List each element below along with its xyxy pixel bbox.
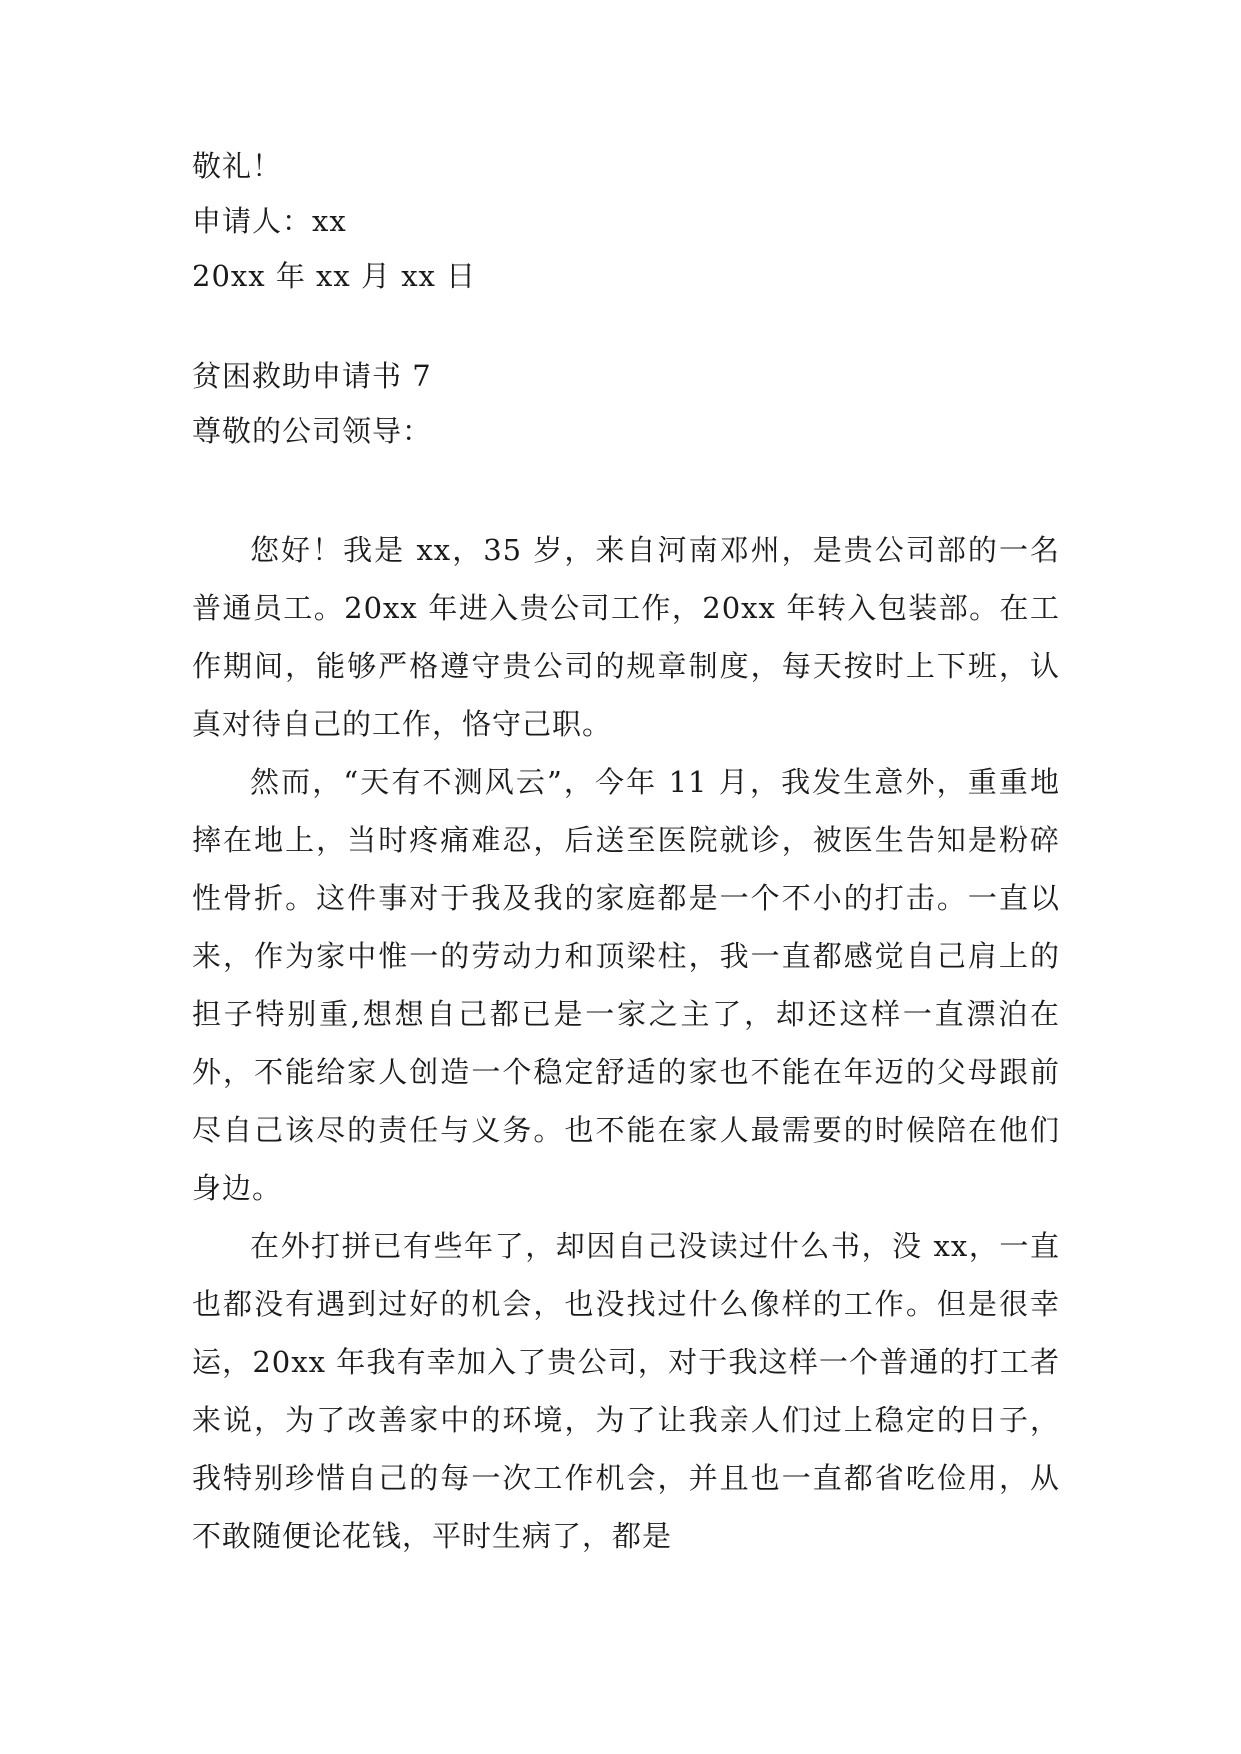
date-line: 20xx 年 xx 月 xx 日 [192,259,477,293]
letter-body [192,521,1060,1565]
paragraph-work: 在外打拼已有些年了，却因自己没读过什么书，没 xx，一直也都没有遇到过好的机会，也没找过什么像样的工作。但是很幸运，20xx 年我有幸加入了贵公司，对于我这样一个普通的打工者来说，为了改善家中的环境，为了让我亲人们过上稳定的日子，我特别珍惜自己的每一次工作机会，并且也一直都省吃俭用，从不敢随便论花钱，平时生病了，都是 [192,1229,1060,1553]
paragraph-intro: 您好！我是 xx，35 岁，来自河南邓州，是贵公司部的一名普通员工。20xx 年进入贵公司工作，20xx 年转入包装部。在工作期间，能够严格遵守贵公司的规章制度，每天按时上下班，认真对待自己的工作，恪守己职。 [192,533,1060,741]
section-title: 贫困救助申请书 7 [192,359,432,393]
applicant-line: 申请人：xx [192,204,347,238]
salutation: 尊敬的公司领导： [192,414,433,448]
closing-line: 敬礼！ [192,149,283,183]
paragraph-accident: 然而，“天有不测风云”，今年 11 月，我发生意外，重重地摔在地上，当时疼痛难忍，后送至医院就诊，被医生告知是粉碎性骨折。这件事对于我及我的家庭都是一个不小的打击。一直以来，作为家中惟一的劳动力和顶梁柱，我一直都感觉自己肩上的担子特别重,想想自己都已是一家之主了，却还这样一直漂泊在外，不能给家人创造一个稳定舒适的家也不能在年迈的父母跟前尽自己该尽的责任与义务。也不能在家人最需要的时候陪在他们身边。 [192,765,1060,1205]
